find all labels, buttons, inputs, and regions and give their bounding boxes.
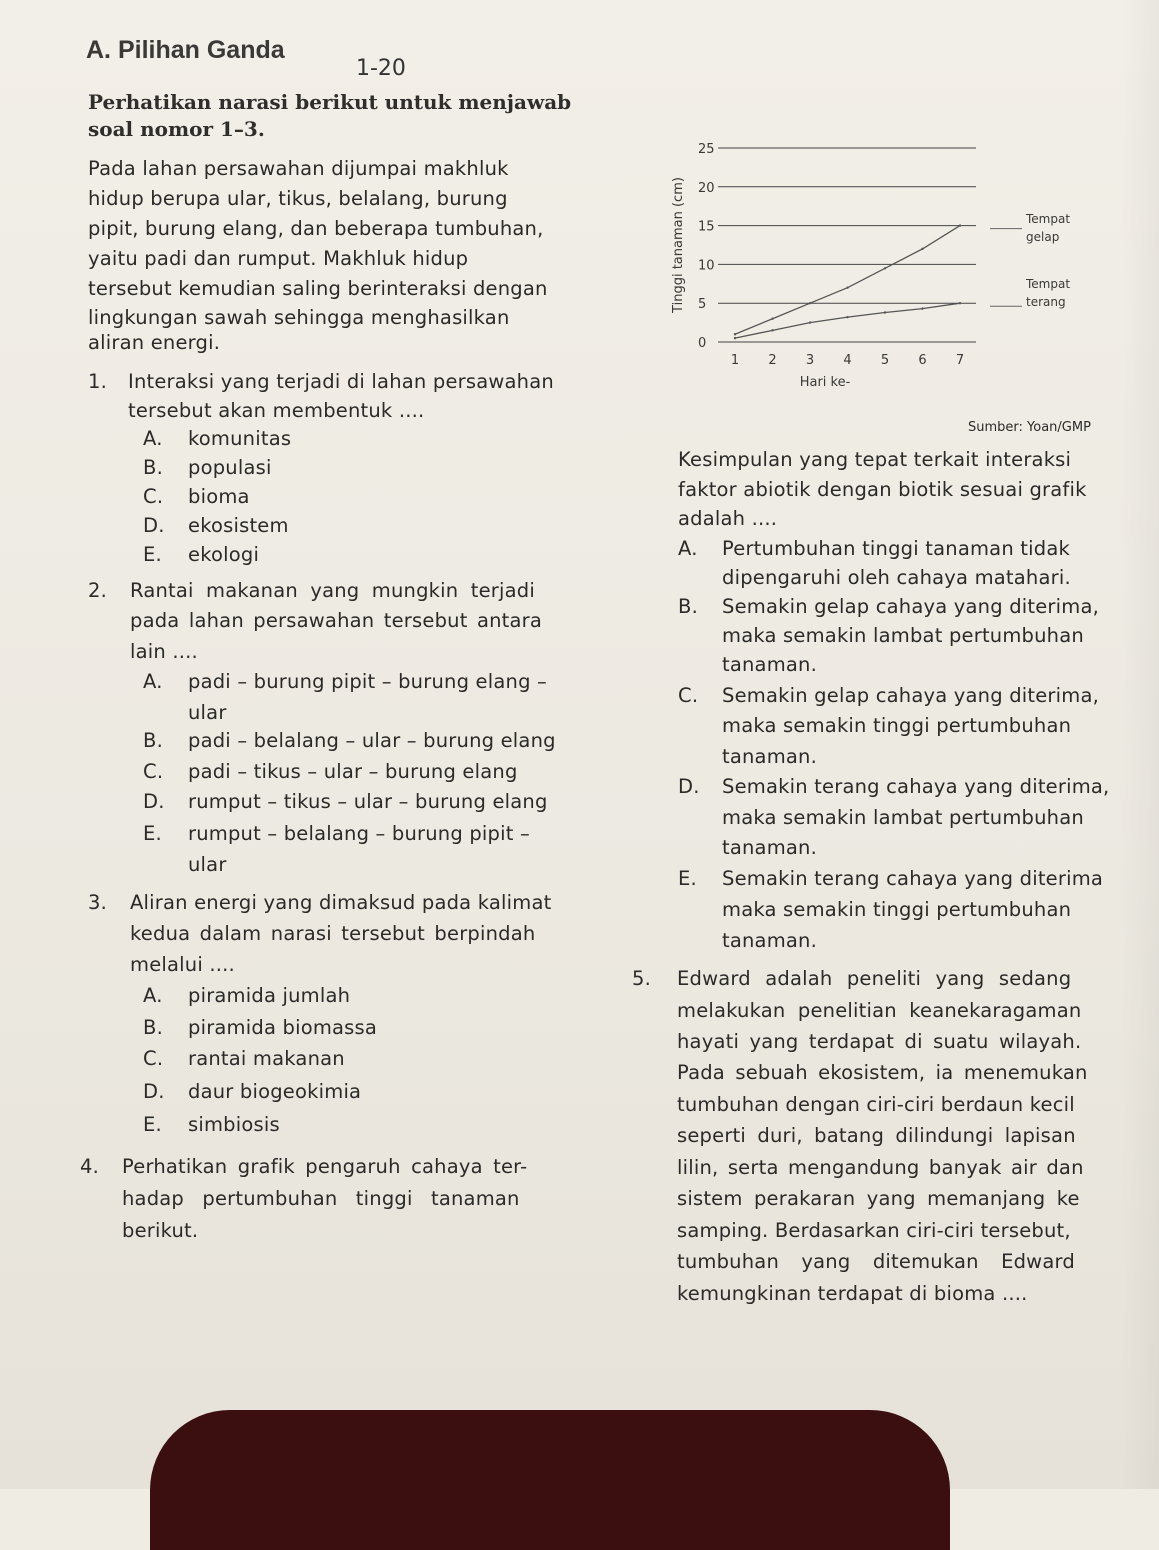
option-text-cont[interactable]: ular bbox=[188, 853, 227, 876]
option-text[interactable]: piramida biomassa bbox=[188, 1016, 378, 1039]
chart-source: Sumber: Yoan/GMP bbox=[968, 420, 1091, 435]
narrative-line: tersebut kemudian saling berinteraksi dengan bbox=[88, 277, 548, 300]
option-label[interactable]: C. bbox=[143, 1047, 164, 1070]
data-point bbox=[809, 302, 811, 304]
page-edge-shade bbox=[1119, 0, 1159, 1489]
option-text[interactable]: padi – burung pipit – burung elang – bbox=[188, 670, 547, 693]
option-text[interactable]: ekologi bbox=[188, 543, 260, 566]
narrative-line: hidup berupa ular, tikus, belalang, burung bbox=[88, 187, 508, 210]
option-text[interactable]: dipengaruhi oleh cahaya matahari. bbox=[722, 566, 1071, 589]
option-text[interactable]: tanaman. bbox=[722, 653, 818, 676]
option-label[interactable]: A. bbox=[143, 670, 163, 693]
question-number: 1. bbox=[88, 370, 108, 393]
y-tick-label: 0 bbox=[698, 336, 707, 351]
option-label[interactable]: E. bbox=[143, 543, 162, 566]
y-tick-label: 25 bbox=[698, 142, 715, 157]
option-text[interactable]: maka semakin lambat pertumbuhan bbox=[722, 806, 1084, 829]
data-point bbox=[771, 318, 773, 320]
option-text[interactable]: maka semakin tinggi pertumbuhan bbox=[722, 714, 1072, 737]
option-label[interactable]: A. bbox=[143, 427, 163, 450]
option-text-cont[interactable]: ular bbox=[188, 701, 227, 724]
option-label[interactable]: D. bbox=[143, 514, 165, 537]
growth-chart bbox=[660, 128, 1130, 428]
y-tick-label: 10 bbox=[698, 258, 715, 274]
x-tick-label: 2 bbox=[768, 353, 777, 368]
option-label[interactable]: B. bbox=[678, 595, 698, 618]
question-stem: Edward adalah peneliti yang sedang bbox=[677, 967, 1072, 990]
option-label[interactable]: E. bbox=[143, 1113, 162, 1136]
data-point bbox=[846, 316, 848, 318]
question-number: 2. bbox=[88, 579, 108, 602]
option-label[interactable]: B. bbox=[143, 1016, 163, 1039]
option-text[interactable]: Semakin gelap cahaya yang diterima, bbox=[722, 684, 1100, 707]
data-point bbox=[771, 329, 773, 331]
question-stem: lain .... bbox=[130, 640, 198, 663]
option-text[interactable]: padi – tikus – ular – burung elang bbox=[188, 760, 518, 783]
narrative-line: Pada lahan persawahan dijumpai makhluk bbox=[88, 157, 509, 180]
question-stem: sistem perakaran yang memanjang ke bbox=[677, 1187, 1080, 1210]
narrative-line: lingkungan sawah sehingga menghasilkan bbox=[88, 306, 510, 329]
question-stem: Pada sebuah ekosistem, ia menemukan bbox=[677, 1061, 1088, 1084]
data-point bbox=[809, 321, 811, 323]
x-tick-label: 6 bbox=[918, 353, 927, 368]
growth-chart-svg bbox=[660, 128, 1130, 428]
data-point bbox=[846, 286, 848, 288]
data-point bbox=[734, 337, 736, 339]
data-point bbox=[884, 267, 886, 269]
option-label[interactable]: A. bbox=[678, 537, 698, 560]
question-number: 4. bbox=[80, 1155, 100, 1178]
option-text[interactable]: ekosistem bbox=[188, 514, 289, 537]
question-stem: hayati yang terdapat di suatu wilayah. bbox=[677, 1030, 1082, 1053]
option-label[interactable]: C. bbox=[143, 760, 164, 783]
option-label[interactable]: A. bbox=[143, 984, 163, 1007]
question-stem: pada lahan persawahan tersebut antara bbox=[130, 609, 543, 632]
intro-line-1: Perhatikan narasi berikut untuk menjawab bbox=[88, 90, 572, 114]
narrative-line: yaitu padi dan rumput. Makhluk hidup bbox=[88, 247, 469, 270]
x-tick-label: 4 bbox=[843, 353, 852, 368]
series-label: terang bbox=[1026, 295, 1066, 309]
x-tick-label: 1 bbox=[730, 353, 740, 368]
option-text[interactable]: tanaman. bbox=[722, 745, 818, 768]
data-point bbox=[734, 333, 736, 335]
data-point bbox=[884, 311, 886, 313]
y-tick-label: 20 bbox=[698, 180, 715, 196]
option-label[interactable]: E. bbox=[143, 822, 162, 845]
option-text[interactable]: bioma bbox=[188, 485, 250, 508]
y-axis-label: Tinggi tanaman (cm) bbox=[671, 177, 686, 313]
option-text[interactable]: rumput – belalang – burung pipit – bbox=[188, 822, 530, 845]
question-stem: samping. Berdasarkan ciri-ciri tersebut, bbox=[677, 1219, 1071, 1242]
series-label: Tempat bbox=[1026, 277, 1071, 291]
question-stem: tumbuhan yang ditemukan Edward bbox=[677, 1250, 1075, 1273]
finger-shadow bbox=[150, 1410, 950, 1550]
option-label[interactable]: C. bbox=[143, 485, 164, 508]
option-text[interactable]: tanaman. bbox=[722, 929, 818, 952]
data-point bbox=[921, 248, 923, 250]
option-text[interactable]: maka semakin tinggi pertumbuhan bbox=[722, 898, 1072, 921]
option-text[interactable]: padi – belalang – ular – burung elang bbox=[188, 729, 556, 752]
question-stem: tersebut akan membentuk .... bbox=[128, 399, 425, 422]
option-text[interactable]: Semakin gelap cahaya yang diterima, bbox=[722, 595, 1100, 618]
data-point bbox=[959, 224, 961, 226]
data-point bbox=[921, 307, 923, 309]
option-text[interactable]: tanaman. bbox=[722, 836, 818, 859]
narrative-line: pipit, burung elang, dan beberapa tumbuhan, bbox=[88, 217, 544, 240]
option-label[interactable]: B. bbox=[143, 729, 163, 752]
question-stem: kemungkinan terdapat di bioma .... bbox=[677, 1282, 1028, 1305]
question-number: 3. bbox=[88, 891, 108, 914]
question-stem: hadap pertumbuhan tinggi tanaman bbox=[122, 1187, 520, 1210]
narrative-line: aliran energi. bbox=[88, 331, 221, 354]
option-text[interactable]: Pertumbuhan tinggi tanaman tidak bbox=[722, 537, 1070, 560]
question-stem: Perhatikan grafik pengaruh cahaya ter- bbox=[122, 1155, 528, 1178]
question-stem: berikut. bbox=[122, 1219, 199, 1242]
question-stem: seperti duri, batang dilindungi lapisan bbox=[677, 1124, 1076, 1147]
option-text[interactable]: populasi bbox=[188, 456, 272, 479]
option-label[interactable]: D. bbox=[143, 790, 165, 813]
x-tick-label: 5 bbox=[880, 353, 890, 368]
option-text[interactable]: rantai makanan bbox=[188, 1047, 345, 1070]
option-text[interactable]: piramida jumlah bbox=[188, 984, 351, 1007]
intro-line-2: soal nomor 1–3. bbox=[88, 117, 265, 141]
handwritten-note: 1-20 bbox=[356, 56, 406, 81]
option-label[interactable]: D. bbox=[143, 1080, 165, 1103]
data-point bbox=[959, 302, 961, 304]
option-text[interactable]: maka semakin lambat pertumbuhan bbox=[722, 624, 1084, 647]
option-text[interactable]: Semakin terang cahaya yang diterima bbox=[722, 867, 1104, 890]
question-stem: tumbuhan dengan ciri-ciri berdaun kecil bbox=[677, 1093, 1075, 1116]
y-tick-label: 15 bbox=[698, 219, 715, 235]
x-axis-label: Hari ke- bbox=[799, 375, 851, 390]
option-label[interactable]: B. bbox=[143, 456, 163, 479]
question-prompt: faktor abiotik dengan biotik sesuai grafik bbox=[678, 478, 1087, 501]
section-title: A. Pilihan Ganda bbox=[86, 36, 285, 64]
x-tick-label: 3 bbox=[805, 353, 815, 368]
question-prompt: adalah .... bbox=[678, 507, 778, 530]
question-stem: Aliran energi yang dimaksud pada kalimat bbox=[130, 891, 552, 914]
option-label[interactable]: D. bbox=[678, 775, 700, 798]
question-stem: lilin, serta mengandung banyak air dan bbox=[677, 1156, 1084, 1179]
y-tick-label: 5 bbox=[698, 297, 707, 313]
option-text[interactable]: Semakin terang cahaya yang diterima, bbox=[722, 775, 1110, 798]
option-text[interactable]: rumput – tikus – ular – burung elang bbox=[188, 790, 548, 813]
option-text[interactable]: daur biogeokimia bbox=[188, 1080, 362, 1103]
option-text[interactable]: komunitas bbox=[188, 427, 292, 450]
option-label[interactable]: C. bbox=[678, 684, 699, 707]
question-prompt: Kesimpulan yang tepat terkait interaksi bbox=[678, 448, 1072, 471]
question-stem: melalui .... bbox=[130, 953, 235, 976]
option-text[interactable]: simbiosis bbox=[188, 1113, 280, 1136]
question-number: 5. bbox=[632, 967, 652, 990]
question-stem: Rantai makanan yang mungkin terjadi bbox=[130, 579, 535, 602]
question-stem: Interaksi yang terjadi di lahan persawahan bbox=[128, 370, 554, 393]
series-label: gelap bbox=[1026, 230, 1060, 244]
question-stem: melakukan penelitian keanekaragaman bbox=[677, 999, 1082, 1022]
question-stem: kedua dalam narasi tersebut berpindah bbox=[130, 922, 536, 945]
option-label[interactable]: E. bbox=[678, 867, 697, 890]
series-label: Tempat bbox=[1026, 212, 1071, 226]
x-tick-label: 7 bbox=[955, 353, 965, 368]
